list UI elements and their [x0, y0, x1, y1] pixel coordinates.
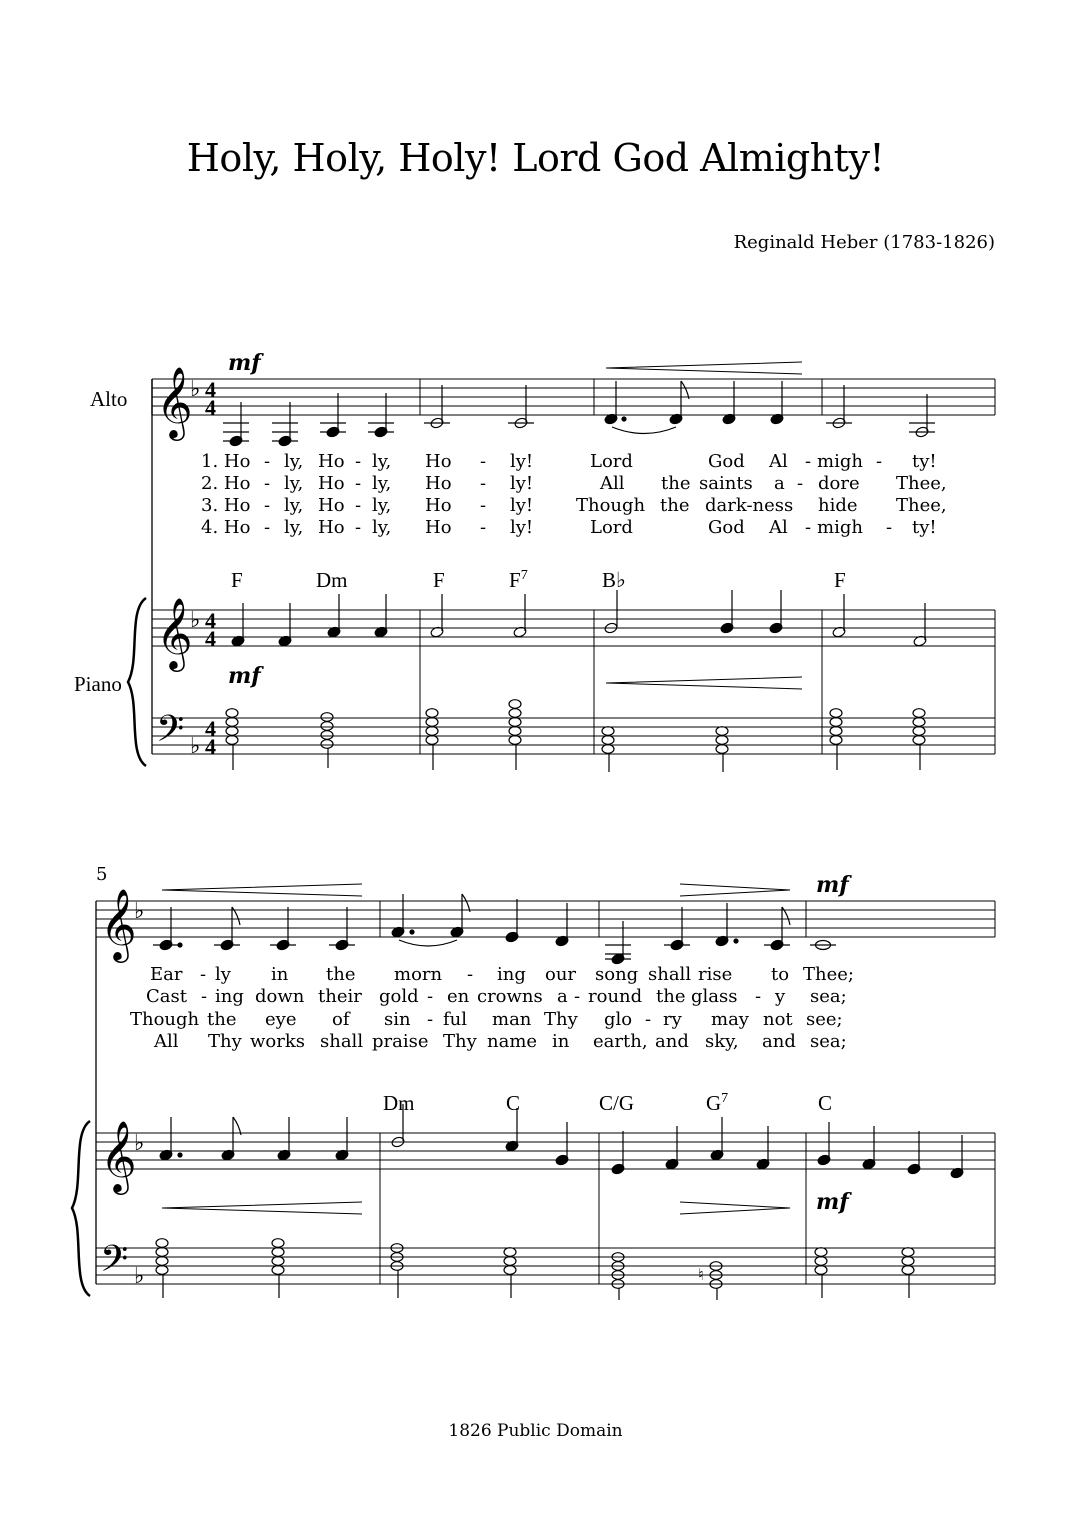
svg-text:of: of [332, 1009, 350, 1030]
composer-credit: Reginald Heber (1783-1826) [733, 232, 995, 253]
lyrics-system-2 [130, 964, 854, 1052]
piano-bass-staff-2 [96, 1248, 995, 1284]
lyrics-system-1 [201, 451, 947, 538]
piano-treble-staff-1 [152, 610, 995, 646]
svg-text:Al: Al [769, 517, 788, 538]
svg-text:ly,: ly, [372, 495, 392, 516]
svg-text:sea;: sea; [810, 1031, 847, 1052]
svg-text:shall: shall [648, 964, 692, 985]
chord-symbol: B♭ [602, 568, 626, 592]
svg-text:Thy: Thy [443, 1031, 477, 1052]
svg-text:migh: migh [817, 517, 863, 538]
svg-text:crowns: crowns [477, 986, 543, 1007]
svg-text:a: a [557, 986, 568, 1007]
svg-text:may: may [711, 1009, 749, 1030]
svg-text:-: - [355, 451, 362, 472]
svg-text:Thy: Thy [544, 1009, 578, 1030]
svg-text:Ho: Ho [425, 495, 452, 516]
svg-text:Thy: Thy [208, 1031, 242, 1052]
svg-text:and: and [762, 1031, 796, 1052]
svg-text:-: - [264, 473, 271, 494]
instrument-label-piano: Piano [74, 672, 122, 696]
svg-text:Though: Though [576, 495, 646, 516]
svg-text:2. Ho: 2. Ho [201, 473, 251, 494]
chord-symbols-2 [383, 1091, 832, 1115]
svg-text:Ho: Ho [425, 451, 452, 472]
svg-text:round: round [588, 986, 643, 1007]
svg-text:praise: praise [372, 1031, 429, 1052]
svg-text:the: the [207, 1009, 237, 1030]
dynamic-mf: mf [228, 350, 261, 376]
svg-text:man: man [492, 1009, 532, 1030]
svg-text:migh: migh [817, 451, 863, 472]
svg-text:-: - [355, 473, 362, 494]
svg-text:-: - [200, 964, 207, 985]
svg-text:-: - [480, 451, 487, 472]
svg-text:4. Ho: 4. Ho [201, 517, 251, 538]
svg-text:Thee;: Thee; [803, 964, 854, 985]
svg-text:ly,: ly, [372, 517, 392, 538]
svg-text:the: the [656, 986, 686, 1007]
alto-notes-2 [153, 894, 836, 965]
svg-text:ly!: ly! [510, 495, 534, 516]
svg-text:-: - [755, 986, 762, 1007]
chord-symbol: Dm [383, 1091, 415, 1115]
svg-text:Ho: Ho [318, 495, 345, 516]
svg-text:1. Ho: 1. Ho [201, 451, 251, 472]
svg-text:dore: dore [818, 473, 860, 494]
time-sig-top: 4 [205, 716, 216, 741]
svg-text:dark-ness: dark-ness [705, 495, 794, 516]
svg-text:in: in [271, 964, 289, 985]
svg-text:-: - [427, 1009, 434, 1030]
chord-symbol: F [834, 568, 846, 592]
svg-text:-: - [355, 495, 362, 516]
chord-symbol: $G^7$ [706, 1091, 729, 1115]
chord-symbol: C [818, 1091, 833, 1115]
svg-text:Cast: Cast [146, 986, 187, 1007]
svg-text:sea;: sea; [810, 986, 847, 1007]
piano-bass-staff-1 [152, 718, 995, 754]
svg-text:hide: hide [818, 495, 858, 516]
system-2 [72, 901, 995, 1296]
svg-text:-: - [467, 964, 474, 985]
svg-text:-: - [805, 451, 812, 472]
svg-text:in: in [552, 1031, 570, 1052]
svg-text:sin: sin [384, 1009, 411, 1030]
svg-text:Though: Though [130, 1009, 200, 1030]
time-sig-bottom: 4 [205, 395, 216, 420]
svg-text:ly: ly [215, 964, 231, 985]
svg-text:gold: gold [379, 986, 419, 1007]
svg-text:earth,: earth, [593, 1031, 648, 1052]
svg-text:ly,: ly, [372, 451, 392, 472]
svg-text:a: a [774, 473, 785, 494]
svg-text:God: God [708, 451, 745, 472]
svg-text:eye: eye [265, 1009, 297, 1030]
svg-text:Al: Al [769, 451, 788, 472]
svg-text:Ear: Ear [150, 964, 183, 985]
treble-clef-icon: 𝄞 [156, 365, 193, 438]
svg-text:ly!: ly! [510, 451, 534, 472]
flat-icon: ♭ [134, 1130, 145, 1155]
svg-text:Lord: Lord [590, 517, 633, 538]
svg-text:-: - [480, 517, 487, 538]
svg-text:Lord: Lord [590, 451, 633, 472]
chord-symbol: $F^7$ [509, 568, 528, 592]
dynamic-mf: mf [228, 663, 261, 689]
svg-text:Thee,: Thee, [896, 495, 947, 516]
treble-clef-icon: 𝄞 [156, 596, 193, 669]
system-1 [128, 379, 995, 766]
svg-text:and: and [655, 1031, 689, 1052]
bass-clef-icon: 𝄢 [156, 708, 185, 759]
treble-clef-icon: 𝄞 [100, 1119, 137, 1192]
alto-notes-1 [223, 381, 935, 447]
svg-text:-: - [886, 517, 893, 538]
svg-text:Ho: Ho [425, 473, 452, 494]
svg-text:Ho: Ho [318, 473, 345, 494]
svg-text:ty!: ty! [912, 517, 937, 538]
svg-text:en: en [447, 986, 470, 1007]
svg-text:ing: ing [497, 964, 526, 985]
svg-text:the: the [326, 964, 356, 985]
flat-icon: ♭ [134, 1263, 145, 1288]
svg-text:ly,: ly, [284, 495, 304, 516]
svg-text:ty!: ty! [912, 451, 937, 472]
svg-text:ly,: ly, [284, 473, 304, 494]
alto-staff-2 [96, 901, 995, 937]
svg-text:their: their [318, 986, 362, 1007]
svg-text:3. Ho: 3. Ho [201, 495, 251, 516]
flat-icon: ♭ [134, 898, 145, 923]
svg-text:name: name [487, 1031, 538, 1052]
svg-text:ly,: ly, [284, 451, 304, 472]
svg-text:down: down [255, 986, 305, 1007]
svg-text:-: - [355, 517, 362, 538]
svg-text:y: y [775, 986, 786, 1007]
system-2-signatures [100, 887, 144, 1289]
svg-text:-: - [264, 495, 271, 516]
svg-text:not: not [763, 1009, 793, 1030]
natural-icon: ♮ [698, 1267, 704, 1284]
svg-text:-: - [264, 517, 271, 538]
chord-symbol: F [231, 568, 243, 592]
svg-text:ly!: ly! [510, 473, 534, 494]
svg-text:ry: ry [663, 1009, 682, 1030]
svg-text:ly,: ly, [284, 517, 304, 538]
treble-clef-icon: 𝄞 [100, 887, 137, 960]
time-sig-top: 4 [205, 377, 216, 402]
svg-text:All: All [600, 473, 625, 494]
svg-text:sky,: sky, [705, 1031, 739, 1052]
time-sig-bottom: 4 [205, 626, 216, 651]
chord-symbol: C/G [599, 1091, 635, 1115]
svg-text:-: - [264, 451, 271, 472]
svg-text:Ho: Ho [318, 517, 345, 538]
svg-text:ly,: ly, [372, 473, 392, 494]
dynamic-mf: mf [816, 1189, 849, 1215]
song-title: Holy, Holy, Holy! Lord God Almighty! [186, 136, 885, 180]
svg-text:-: - [427, 986, 434, 1007]
alto-staff-1 [152, 379, 995, 415]
svg-text:-: - [797, 473, 804, 494]
svg-text:works: works [250, 1031, 305, 1052]
time-sig-bottom: 4 [205, 734, 216, 759]
flat-icon: ♭ [190, 607, 201, 632]
svg-text:Thee,: Thee, [896, 473, 947, 494]
svg-text:the: the [661, 473, 691, 494]
measure-number: 5 [96, 864, 108, 885]
svg-text:shall: shall [320, 1031, 364, 1052]
svg-text:-: - [574, 986, 581, 1007]
svg-text:-: - [805, 517, 812, 538]
svg-text:Ho: Ho [425, 517, 452, 538]
system-1-signatures [156, 365, 216, 759]
svg-text:God: God [708, 517, 745, 538]
bass-clef-icon: 𝄢 [100, 1238, 129, 1289]
svg-text:ful: ful [443, 1009, 468, 1030]
copyright-footer: 1826 Public Domain [448, 1421, 623, 1441]
chord-symbol: C [506, 1091, 521, 1115]
svg-text:Ho: Ho [318, 451, 345, 472]
svg-text:All: All [154, 1031, 179, 1052]
svg-text:-: - [201, 986, 208, 1007]
time-sig-top: 4 [205, 608, 216, 633]
svg-text:to: to [771, 964, 790, 985]
chord-symbols-1 [231, 568, 846, 592]
svg-text:our: our [545, 964, 577, 985]
svg-text:the: the [660, 495, 690, 516]
svg-text:ly!: ly! [510, 517, 534, 538]
flat-icon: ♭ [190, 733, 201, 758]
flat-icon: ♭ [190, 376, 201, 401]
svg-text:see;: see; [806, 1009, 843, 1030]
svg-text:rise: rise [698, 964, 733, 985]
svg-text:-: - [480, 495, 487, 516]
svg-text:glo: glo [604, 1009, 633, 1030]
svg-text:glass: glass [691, 986, 738, 1007]
svg-text:song: song [595, 964, 639, 985]
chord-symbol: F [433, 568, 445, 592]
svg-text:ing: ing [215, 986, 244, 1007]
svg-text:morn: morn [394, 964, 443, 985]
chord-symbol: Dm [316, 568, 348, 592]
svg-text:-: - [876, 451, 883, 472]
instrument-label-alto: Alto [90, 387, 128, 411]
svg-text:-: - [645, 1009, 652, 1030]
dynamic-mf: mf [816, 872, 849, 898]
svg-text:-: - [480, 473, 487, 494]
svg-text:saints: saints [699, 473, 753, 494]
